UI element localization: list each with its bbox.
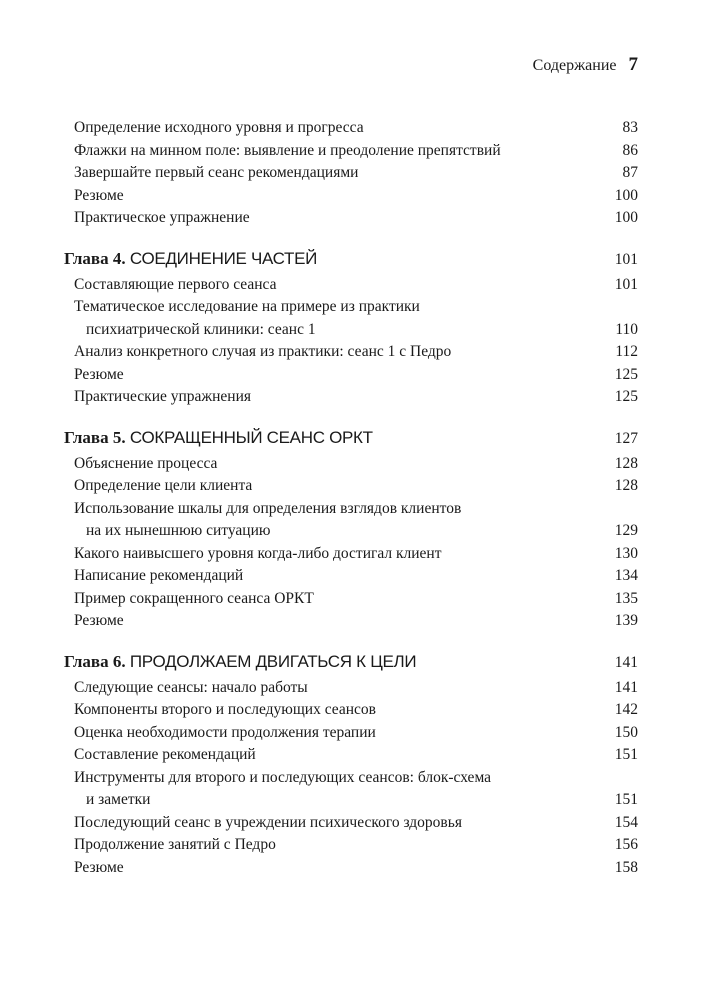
toc-entry <box>64 610 638 633</box>
toc-entry-page: 83 <box>622 119 638 136</box>
chapter-label: Глава 4. <box>64 248 126 268</box>
toc-entry <box>64 857 638 880</box>
toc-entry <box>64 722 638 745</box>
toc-entry <box>64 364 638 387</box>
toc-entry <box>64 588 638 611</box>
toc-entry-page: 130 <box>614 544 638 562</box>
chapter-page: 101 <box>614 250 638 268</box>
toc-entry-page: 125 <box>614 388 638 405</box>
toc-entry <box>64 274 638 297</box>
toc-entry-title: Продолжение занятий с Педро <box>74 836 276 853</box>
toc-entry <box>64 767 638 812</box>
toc-entry-page: 151 <box>614 746 638 763</box>
toc-entry-page: 86 <box>622 141 638 159</box>
toc-entry-page: 110 <box>615 320 638 338</box>
toc-entry-page: 87 <box>622 164 638 181</box>
chapter-label: Глава 5. <box>64 427 126 447</box>
chapter-title: СОКРАЩЕННЫЙ СЕАНС ОРКТ <box>129 427 373 447</box>
toc-entry-title: Резюме <box>74 365 124 383</box>
toc-entry <box>64 699 638 722</box>
toc-entry <box>64 341 638 364</box>
toc-entry-page: 154 <box>614 813 638 831</box>
header-title: Содержание <box>532 57 617 74</box>
toc-entry-title: Следующие сеансы: начало работы <box>74 678 308 696</box>
toc-entry <box>64 812 638 835</box>
toc-entry-page: 134 <box>614 567 638 584</box>
toc-entry-title: Резюме <box>74 186 124 204</box>
toc-entry-title: Определение исходного уровня и прогресса <box>74 119 364 136</box>
toc-entry <box>64 543 638 566</box>
toc-entry <box>64 162 638 185</box>
toc-entry-title: Определение цели клиента <box>74 477 253 494</box>
toc-entry-title-continuation: и заметки <box>86 791 151 808</box>
toc-entry-page: 156 <box>614 836 638 853</box>
toc-entry-page: 151 <box>614 791 638 808</box>
toc-entry-page: 142 <box>614 701 638 718</box>
table-of-contents <box>64 117 638 893</box>
chapter-heading <box>64 423 638 453</box>
toc-entry-page: 139 <box>614 612 638 629</box>
toc-entry <box>64 565 638 588</box>
chapter-heading <box>64 244 638 274</box>
running-header <box>533 54 638 76</box>
toc-entry-title: Использование шкалы для определения взглядов клиентов <box>74 499 462 517</box>
toc-entry <box>64 498 638 543</box>
chapter-label: Глава 6. <box>64 651 126 671</box>
toc-entry-title: Компоненты второго и последующих сеансов <box>74 701 376 718</box>
toc-chapter <box>64 244 638 409</box>
toc-entry-title: Флажки на минном поле: выявление и преодоление препятствий <box>74 141 501 159</box>
toc-entry-title-continuation: психиатрической клиники: сеанс 1 <box>86 320 316 338</box>
toc-entry <box>64 834 638 857</box>
toc-entry-page: 141 <box>614 678 638 696</box>
toc-entry-page: 101 <box>614 275 638 293</box>
toc-entry-title: Оценка необходимости продолжения терапии <box>74 723 376 741</box>
toc-entry-title: Объяснение процесса <box>74 454 218 472</box>
chapter-page: 127 <box>614 429 638 447</box>
toc-entry-page: 112 <box>615 343 638 360</box>
toc-entry-page: 125 <box>614 365 638 383</box>
toc-entry-title: Пример сокращенного сеанса ОРКТ <box>74 589 314 607</box>
toc-entry-title: Практическое упражнение <box>74 209 250 226</box>
chapter-page: 141 <box>614 653 638 671</box>
toc-entry <box>64 386 638 409</box>
toc-entry <box>64 296 638 341</box>
toc-entry <box>64 207 638 230</box>
toc-entry <box>64 475 638 498</box>
toc-entry-page: 100 <box>614 186 638 204</box>
page-number: 7 <box>628 54 638 75</box>
toc-entry-title: Тематическое исследование на примере из практики <box>74 298 420 315</box>
toc-entry-title: Составляющие первого сеанса <box>74 275 277 293</box>
toc-entry <box>64 185 638 208</box>
toc-chapter <box>64 647 638 880</box>
toc-entry <box>64 744 638 767</box>
toc-entry-title: Практические упражнения <box>74 388 252 405</box>
toc-entry <box>64 453 638 476</box>
toc-entry-title: Завершайте первый сеанс рекомендациями <box>74 164 359 181</box>
toc-entry-page: 129 <box>614 522 638 539</box>
chapter-heading <box>64 647 638 677</box>
toc-entry-page: 128 <box>614 477 638 494</box>
toc-entry-title-continuation: на их нынешнюю ситуацию <box>86 522 271 539</box>
toc-entry-page: 128 <box>614 454 638 472</box>
toc-section-continued <box>64 117 638 230</box>
toc-entry-page: 150 <box>614 723 638 741</box>
toc-entry-title: Инструменты для второго и последующих сеансов: блок-схема <box>74 768 492 786</box>
toc-entry-title: Составление рекомендаций <box>74 746 256 763</box>
toc-entry <box>64 117 638 140</box>
chapter-title: ПРОДОЛЖАЕМ ДВИГАТЬСЯ К ЦЕЛИ <box>129 651 417 671</box>
toc-chapter <box>64 423 638 633</box>
toc-entry-title: Резюме <box>74 858 124 876</box>
toc-entry <box>64 677 638 700</box>
toc-entry-title: Резюме <box>74 612 124 629</box>
toc-entry-title: Последующий сеанс в учреждении психического здоровья <box>74 813 462 831</box>
toc-entry-page: 158 <box>614 858 638 876</box>
toc-entry-page: 135 <box>614 589 638 607</box>
toc-entry <box>64 140 638 163</box>
toc-entry-title: Анализ конкретного случая из практики: сеанс 1 с Педро <box>74 343 452 360</box>
chapter-title: СОЕДИНЕНИЕ ЧАСТЕЙ <box>129 248 318 268</box>
toc-entry-page: 100 <box>614 209 638 226</box>
toc-entry-title: Написание рекомендаций <box>74 567 244 584</box>
toc-entry-title: Какого наивысшего уровня когда-либо достигал клиент <box>74 544 442 562</box>
